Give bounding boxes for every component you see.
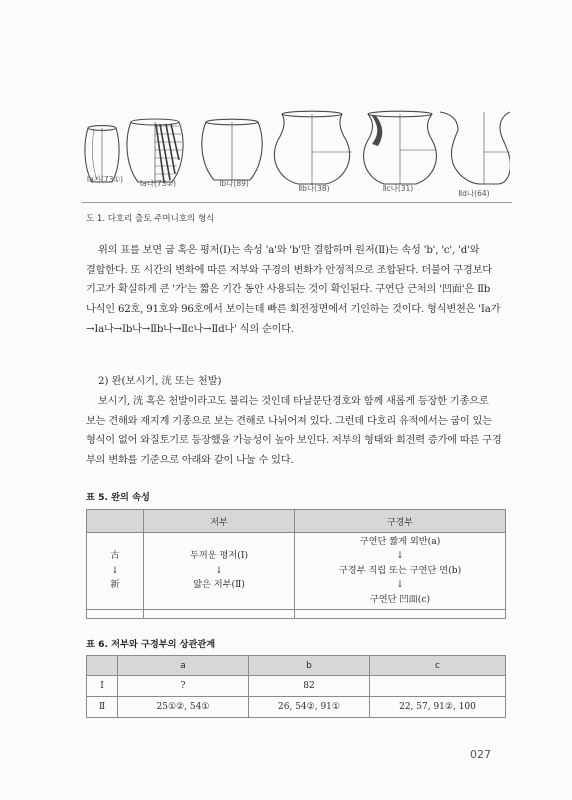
pot-drawing: [440, 110, 510, 184]
table6-title: 표 6. 저부와 구경부의 상관관계: [86, 639, 216, 650]
table6-cell: 26, 54②, 91①: [249, 697, 370, 718]
table5-header-rim: 구경부: [295, 510, 506, 533]
paragraph-2: [86, 392, 506, 471]
figure-baseline: [82, 202, 512, 203]
order-old: 古: [110, 550, 120, 562]
pot-label: Ⅰb나(89): [219, 179, 249, 188]
pot-label: Ⅱb나(38): [298, 184, 330, 193]
rim-c: 구연단 凹面(c): [369, 593, 431, 605]
table6-cell: 22, 57, 91②, 100: [370, 697, 506, 718]
text-line: 부의 변화를 기준으로 아래와 같이 나눌 수 있다.: [86, 455, 294, 467]
table6-cell: 82: [249, 676, 370, 697]
table6-header: b: [249, 656, 370, 676]
pot-label: Ⅱc나(31): [382, 184, 414, 193]
table6-header: c: [370, 656, 506, 676]
figure-caption: 도 1. 다호리 출토 주머니호의 형식: [86, 214, 215, 224]
table6-cell: Ⅱ: [87, 697, 118, 718]
table-row: [87, 697, 506, 718]
table5-footer-cell: [295, 610, 506, 619]
pot-label: Ⅱd나(64): [458, 189, 490, 198]
rim-b: 구경부 직립 또는 구연단 면(b): [338, 564, 462, 576]
section-heading: 2) 완(보시기, 洸 또는 천발): [98, 376, 222, 387]
table5-title: 표 5. 완의 속성: [86, 492, 150, 503]
text-line: 보는 견해와 재지계 기종으로 보는 견해로 나뉘어져 있다. 그런데 다호리 유적에서는 굽이 있는: [86, 415, 492, 427]
base-thick: 두꺼운 평저(Ⅰ): [189, 550, 249, 562]
pot-drawing: [202, 119, 262, 180]
text-line: 결합한다. 또 시간의 변화에 따른 저부와 구경의 변화가 안정적으로 조합된다. 더불어 구경보다: [86, 264, 492, 276]
order-new: 新: [110, 579, 120, 591]
table-row: [87, 676, 506, 697]
table6-cell: 25①②, 54①: [118, 697, 249, 718]
rim-a: 구연단 짧게 외반(a): [359, 535, 441, 547]
table5: [86, 509, 506, 619]
pot-drawing: [127, 119, 183, 182]
table5-rim-cell: [295, 533, 506, 610]
text-line: 위의 표를 보면 굽 혹은 평저(Ⅰ)는 속성 'a'와 'b'만 결합하며 원저(Ⅱ)는 속성 'b', 'c', 'd'와: [98, 245, 480, 256]
table6-header: [87, 656, 118, 676]
base-thin: 얇은 저부(Ⅱ): [193, 579, 245, 591]
text-line: 기고가 확실하게 큰 '가'는 짧은 기간 동안 사용되는 것이 확인된다. 구연단 근처의 '凹面'은 Ⅱb: [86, 284, 491, 296]
text-line: 나식인 62호, 91호와 96호에서 보이는데 빠른 회전정면에서 기인하는 것이다. 형식변천은 'Ⅰa가: [86, 304, 501, 316]
table6: [86, 655, 506, 718]
text-line: →Ⅰa나→Ⅰb나→Ⅱb나→Ⅱc나→Ⅱd나' 식의 순이다.: [86, 323, 294, 335]
pot-label: Ⅰa나(73②): [139, 179, 177, 188]
arrow-down-icon: ↓: [396, 550, 404, 562]
table6-cell: Ⅰ: [87, 676, 118, 697]
table6-cell: [370, 676, 506, 697]
table5-header-empty: [87, 510, 144, 533]
pot-drawing: [274, 111, 352, 184]
table5-base-cell: [144, 533, 295, 610]
page-number: 027: [470, 748, 491, 761]
table5-footer-cell: [144, 610, 295, 619]
pot-label: Ⅰa가(73①): [86, 175, 124, 184]
text-line: 형식이 없어 와질토기로 등장했을 가능성이 높아 보인다. 저부의 형태와 회전력 증가에 따른 구경: [86, 435, 502, 447]
table5-footer-cell: [87, 610, 144, 619]
text-line: 보시기, 洸 혹은 천발이라고도 불리는 것인데 타날문단경호와 함께 새롭게 등장한 기종으로: [98, 396, 489, 407]
paragraph-1: [86, 241, 506, 340]
table6-cell: ?: [118, 676, 249, 697]
table5-order-cell: [87, 533, 144, 610]
arrow-down-icon: ↓: [396, 579, 404, 591]
table5-header-base: 저부: [144, 510, 295, 533]
table6-header: a: [118, 656, 249, 676]
pot-drawing: [364, 111, 437, 184]
arrow-down-icon: ↓: [215, 564, 223, 576]
arrow-down-icon: ↓: [111, 564, 119, 576]
